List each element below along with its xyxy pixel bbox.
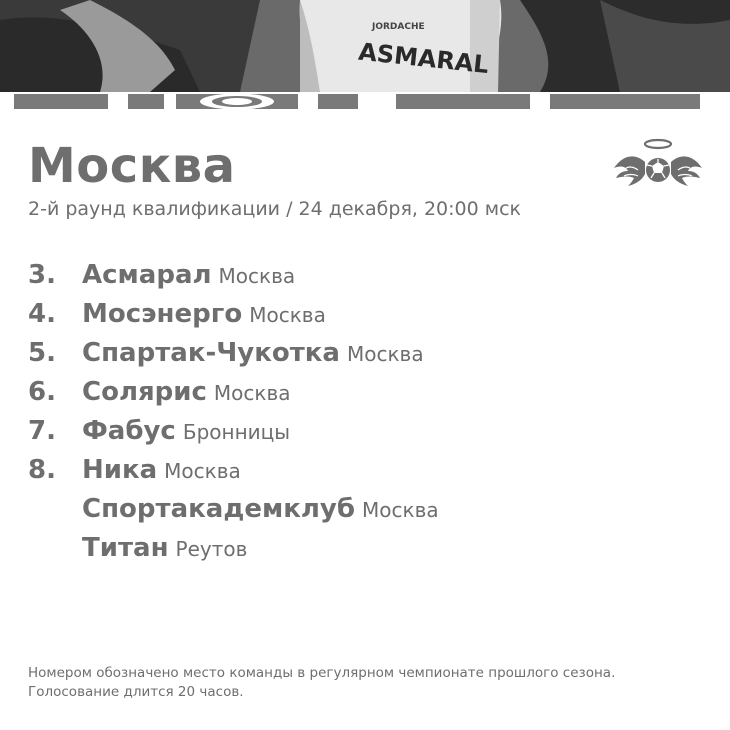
shirt-top-text: JORDACHE (372, 22, 425, 32)
player-photo-image (0, 0, 730, 92)
list-item (28, 412, 708, 451)
team-city: Москва (218, 264, 296, 288)
list-item (28, 334, 708, 373)
team-rank: 6. (28, 377, 56, 407)
team-name: Фабус (82, 416, 176, 446)
team-rank: 5. (28, 338, 56, 368)
team-name: Спортакадемклуб (82, 494, 355, 524)
team-rank: 8. (28, 455, 56, 485)
footnote (28, 664, 615, 702)
strip-graphic (0, 92, 730, 112)
team-name: Солярис (82, 377, 207, 407)
team-name: Спартак-Чукотка (82, 338, 340, 368)
team-city: Реутов (175, 537, 248, 561)
team-city: Москва (249, 303, 326, 327)
list-item (28, 529, 708, 568)
page-title: Москва (28, 138, 236, 194)
team-rank: 3. (28, 260, 56, 290)
list-item (28, 451, 708, 490)
round-subtitle: 2-й раунд квалификации / 24 декабря, 20:00 мск (28, 198, 522, 220)
team-city: Москва (346, 342, 424, 366)
footnote-line-2: Голосование длится 20 часов. (28, 684, 244, 700)
team-name: Ника (82, 455, 158, 485)
list-item (28, 373, 708, 412)
list-item (28, 490, 708, 529)
shirt-brand-text: ASMARAL (357, 37, 490, 80)
team-rank: 7. (28, 416, 56, 446)
winged-ball-logo-icon (612, 138, 704, 188)
header-photo (0, 0, 730, 92)
team-rank: 4. (28, 299, 56, 329)
team-name: Асмарал (82, 260, 212, 290)
list-item (28, 295, 708, 334)
team-list (28, 256, 708, 568)
team-city: Бронницы (182, 420, 291, 444)
team-name: Титан (82, 533, 169, 563)
decorative-strip (0, 92, 730, 112)
team-city: Москва (213, 381, 291, 405)
team-city: Москва (164, 459, 241, 483)
footnote-line-1: Номером обозначено место команды в регулярном чемпионате прошлого сезона. (28, 665, 616, 681)
team-city: Москва (362, 498, 439, 522)
list-item (28, 256, 708, 295)
team-name: Мосэнерго (82, 299, 243, 329)
